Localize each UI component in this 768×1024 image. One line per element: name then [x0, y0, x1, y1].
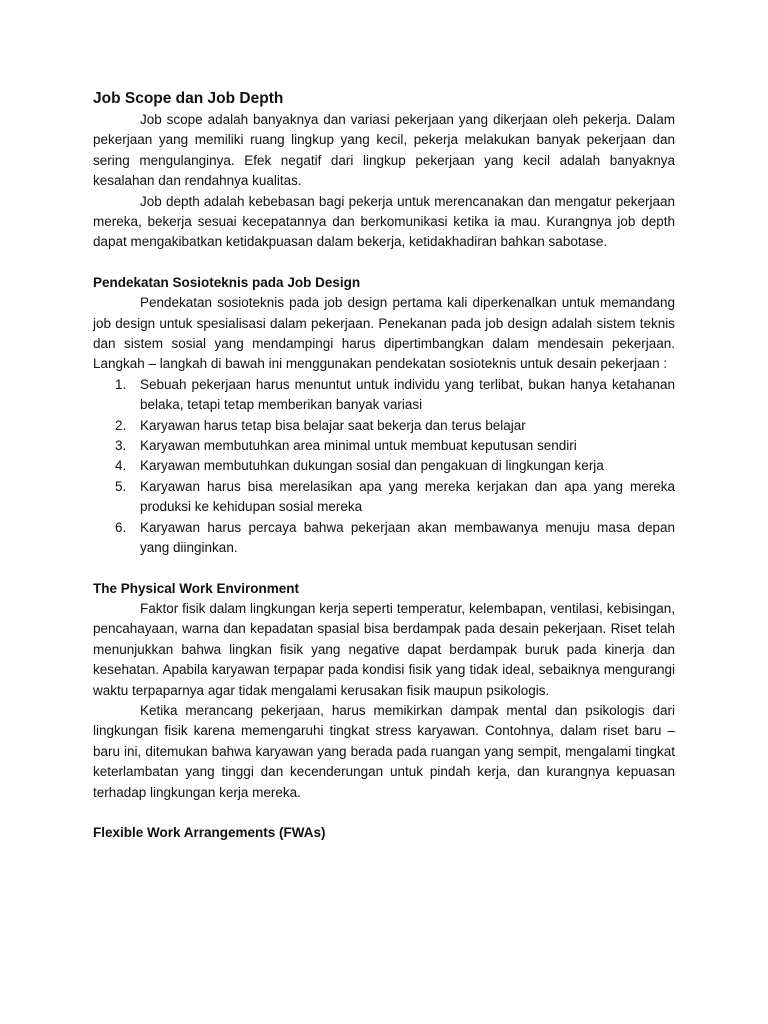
blank-line	[93, 559, 675, 579]
numbered-list	[93, 375, 675, 559]
list-number: 5.	[115, 478, 127, 494]
list-item-text: Karyawan membutuhkan area minimal untuk membuat keputusan sendiri	[140, 438, 577, 454]
section-title-sosioteknis: Pendekatan Sosioteknis pada Job Design	[93, 275, 361, 291]
list-number: 1.	[115, 376, 127, 392]
section-title-job-scope: Job Scope dan Job Depth	[93, 90, 284, 107]
list-item	[93, 436, 675, 456]
list-item-text: Karyawan membutuhkan dukungan sosial dan pengakuan di lingkungan kerja	[140, 458, 604, 474]
list-number: 3.	[115, 438, 127, 454]
blank-line	[93, 803, 675, 823]
list-number: 2.	[115, 417, 127, 433]
paragraph-sosioteknis-intro: Pendekatan sosioteknis pada job design pertama kali diperkenalkan untuk memandang job design untuk spesialisasi dalam pekerjaan. Penekanan pada job design adalah sistem teknis dan sistem sosial yang mendampingi harus dipertimbangkan dalam mendesain pekerjaan. Langkah – langkah di bawah ini menggunakan pendekatan sosioteknis untuk desain pekerjaan :	[93, 295, 675, 372]
list-item	[93, 456, 675, 476]
section-title-physical-environment: The Physical Work Environment	[93, 580, 300, 596]
paragraph-job-depth: Job depth adalah kebebasan bagi pekerja untuk merencanakan dan mengatur pekerjaan mereka, bekerja sesuai kecepatannya dan berkomunikasi ketika ia mau. Kurangnya job depth dapat mengakibatkan ketidakpuasan dalam bekerja, ketidakhadiran bahkan sabotase.	[93, 193, 675, 250]
list-number: 4.	[115, 458, 127, 474]
section-title-fwas: Flexible Work Arrangements (FWAs)	[93, 825, 326, 841]
list-item-text: Sebuah pekerjaan harus menuntut untuk individu yang terlibat, bukan hanya ketahanan belaka, tetapi tetap memberikan banyak variasi	[140, 376, 675, 413]
list-item-text: Karyawan harus bisa merelasikan apa yang mereka kerjakan dan apa yang mereka produksi ke kehidupan sosial mereka	[140, 478, 675, 515]
list-item-text: Karyawan harus percaya bahwa pekerjaan akan membawanya menuju masa depan yang diinginkan.	[140, 519, 675, 556]
paragraph-physical-factors: Faktor fisik dalam lingkungan kerja seperti temperatur, kelembapan, ventilasi, kebisingan, pencahayaan, warna dan kepadatan spasial bisa berdampak pada desain pekerjaan. Riset telah menunjukkan bahwa lingkan fisik yang negative dapat berdampak buruk pada kinerja dan kesehatan. Apabila karyawan terpapar pada kondisi fisik yang tidak ideal, sebaiknya mengurangi waktu terpaparnya agar tidak mengalami kerusakan fisik maupun psikologis.	[93, 600, 675, 698]
document-page	[93, 88, 675, 843]
list-item	[93, 375, 675, 416]
blank-line	[93, 253, 675, 273]
list-item	[93, 477, 675, 518]
list-number: 6.	[115, 519, 127, 535]
paragraph-physical-design: Ketika merancang pekerjaan, harus memikirkan dampak mental dan psikologis dari lingkungan fisik karena memengaruhi tingkat stress karyawan. Contohnya, dalam riset baru – baru ini, ditemukan bahwa karyawan yang berada pada ruangan yang sempit, mengalami tingkat keterlambatan yang tinggi dan kecenderungan untuk pindah kerja, dan kurangnya kepuasan terhadap lingkungan kerja mereka.	[93, 702, 675, 800]
list-item	[93, 518, 675, 559]
list-item	[93, 416, 675, 436]
paragraph-job-scope: Job scope adalah banyaknya dan variasi pekerjaan yang dikerjaan oleh pekerja. Dalam pekerjaan yang memiliki ruang lingkup yang kecil, pekerja melakukan banyak pekerjaan dan sering mengulanginya. Efek negatif dari lingkup pekerjaan yang kecil adalah banyaknya kesalahan dan rendahnya kualitas.	[93, 112, 675, 189]
list-item-text: Karyawan harus tetap bisa belajar saat bekerja dan terus belajar	[140, 417, 526, 433]
